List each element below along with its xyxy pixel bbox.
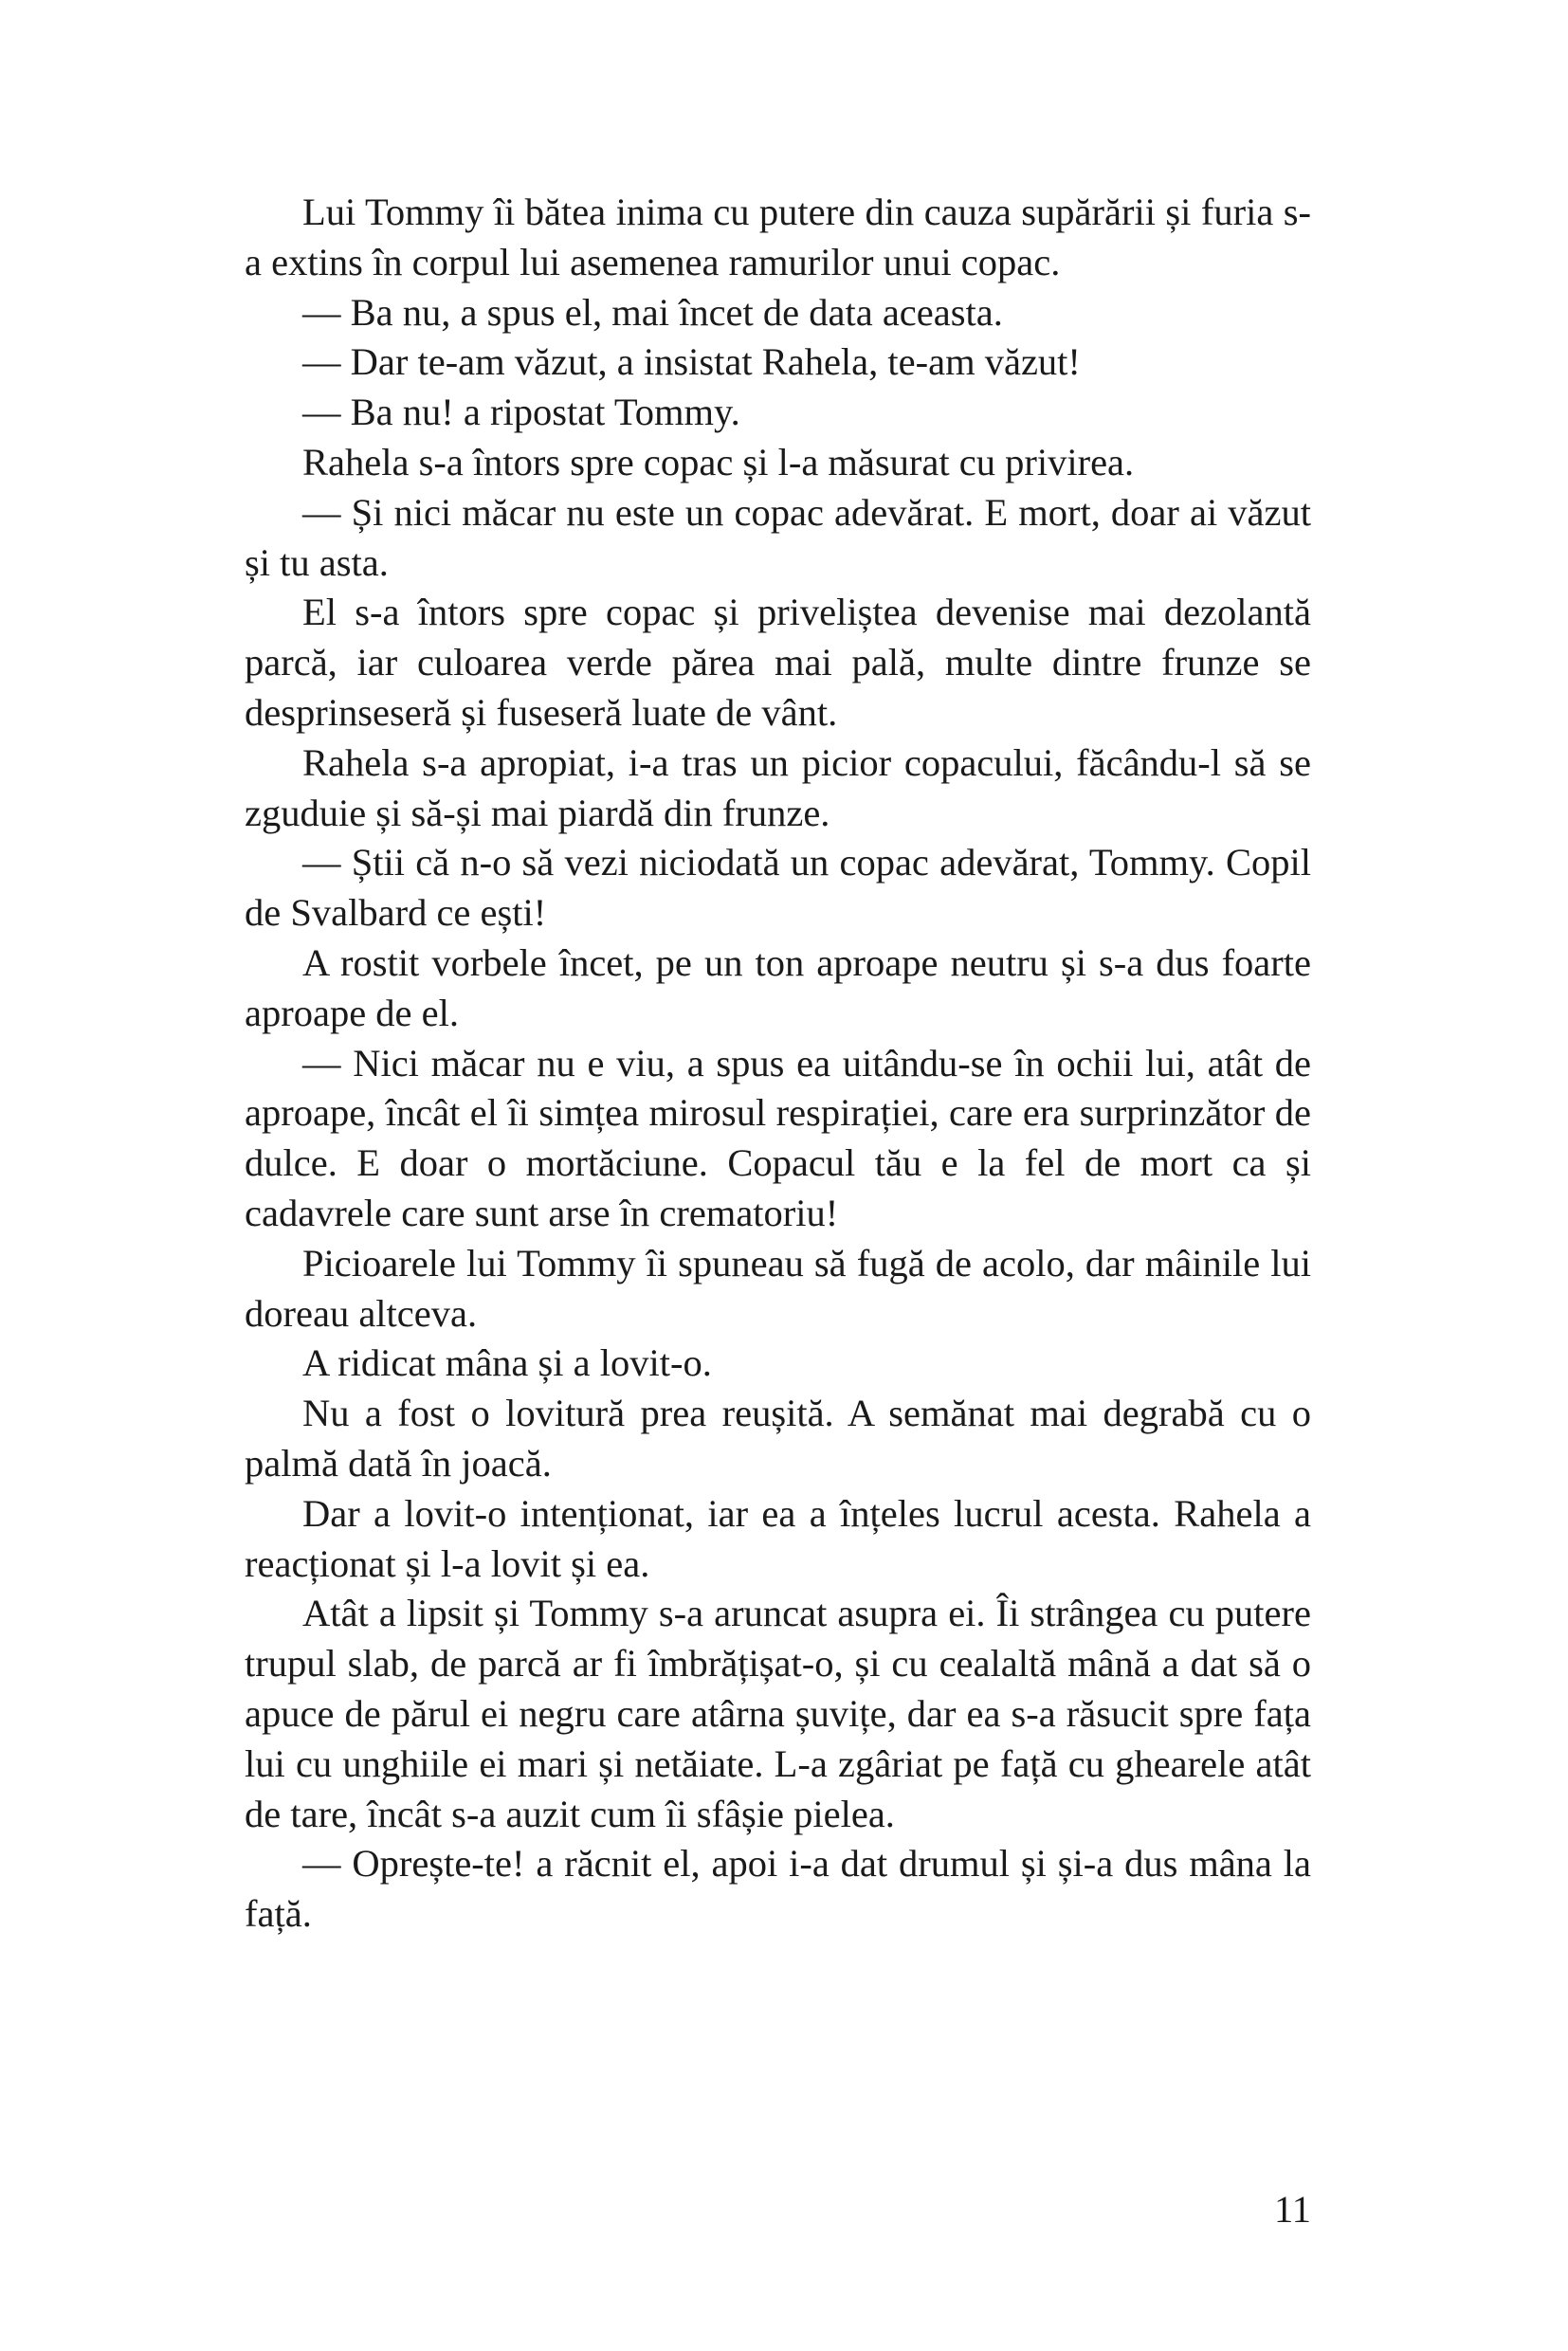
paragraph: A ridicat mâna și a lovit-o.: [302, 1341, 712, 1385]
paragraph: — Știi că n-o să vezi niciodată un copac adevărat, Tommy. Copil de Svalbard ce ești!: [245, 841, 1311, 935]
paragraph: — Ba nu! a ripostat Tommy.: [302, 391, 740, 434]
paragraph: — Și nici măcar nu este un copac adevărat. E mort, doar ai văzut și tu asta.: [245, 490, 1311, 584]
paragraph: Rahela s-a apropiat, i-a tras un picior copacului, făcându-l să se zguduie și să-și mai piardă din frunze.: [245, 740, 1311, 834]
paragraph: Dar a lovit-o intenționat, iar ea a înțeles lucrul acesta. Rahela a reacționat și l-a lovit și ea.: [245, 1491, 1311, 1585]
paragraph: Atât a lipsit și Tommy s-a aruncat asupra ei. Îi strângea cu putere trupul slab, de parcă ar fi îmbrățișat-o, și cu cealaltă mână a dat să o apuce de părul ei negru care atârna șuvițe, dar ea s-a răsucit spre fața lui cu unghiile ei mari și netăiate. L-a zgâriat pe față cu ghearele atât de tare, încât s-a auzit cum îi sfâșie pielea.: [245, 1592, 1311, 1835]
paragraph: Lui Tommy îi bătea inima cu putere din cauza supărării și furia s-a extins în corpul lui asemenea ramurilor unui copac.: [245, 191, 1311, 283]
paragraph: — Dar te-am văzut, a insistat Rahela, te-am văzut!: [302, 340, 1081, 384]
paragraph: Nu a fost o lovitură prea reușită. A semănat mai degrabă cu o palmă dată în joacă.: [245, 1392, 1311, 1485]
paragraph: A rostit vorbele încet, pe un ton aproape neutru și s-a dus foarte aproape de el.: [245, 940, 1311, 1034]
paragraph: — Ba nu, a spus el, mai încet de data aceasta.: [302, 290, 1003, 334]
paragraph: Rahela s-a întors spre copac și l-a măsurat cu privirea.: [302, 440, 1135, 483]
paragraph: Picioarele lui Tommy îi spuneau să fugă de acolo, dar mâinile lui doreau altceva.: [245, 1241, 1311, 1335]
paragraph: — Oprește-te! a răcnit el, apoi i-a dat drumul și și-a dus mâna la față.: [245, 1842, 1311, 1936]
page-number: 11: [1274, 2188, 1311, 2231]
body-text: [245, 188, 1311, 1940]
paragraph: El s-a întors spre copac și priveliștea devenise mai dezolantă parcă, iar culoarea verde părea mai pală, multe dintre frunze se desprinseseră și fuseseră luate de vânt.: [245, 591, 1311, 734]
paragraph: — Nici măcar nu e viu, a spus ea uitându-se în ochii lui, atât de aproape, încât el îi simțea mirosul respirației, care era surprinzător de dulce. E doar o mortăciune. Copacul tău e la fel de mort ca și cadavrele care sunt arse în crematoriu!: [245, 1041, 1311, 1234]
